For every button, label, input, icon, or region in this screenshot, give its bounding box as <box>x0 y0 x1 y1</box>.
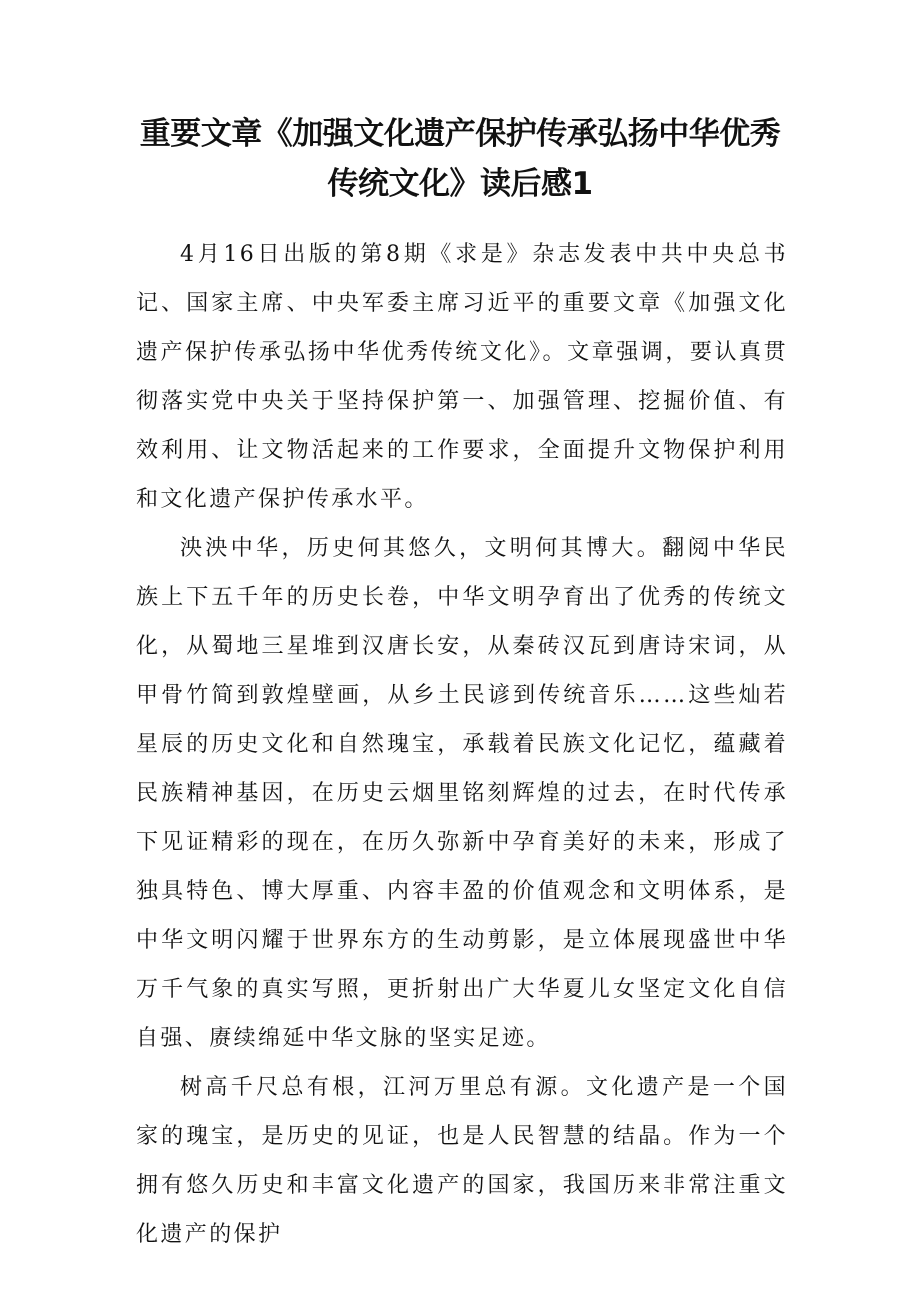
paragraph-1: 4月16日出版的第8期《求是》杂志发表中共中央总书记、国家主席、中央军委主席习近平的重要文章《加强文化遗产保护传承弘扬中华优秀传统文化》。文章强调，要认真贯彻落实党中央关于坚持保护第一、加强管理、挖掘价值、有效利用、让文物活起来的工作要求，全面提升文物保护利用和文化遗产保护传承水平。 <box>136 242 788 512</box>
document-title-line-2: 传统文化》读后感1 <box>327 166 593 202</box>
document-title-line-1: 重要文章《加强文化遗产保护传承弘扬中华优秀 <box>139 116 781 152</box>
paragraph-2: 泱泱中华，历史何其悠久，文明何其博大。翻阅中华民族上下五千年的历史长卷，中华文明孕育出了优秀的传统文化，从蜀地三星堆到汉唐长安，从秦砖汉瓦到唐诗宋词，从甲骨竹简到敦煌壁画，从乡土民谚到传统音乐……这些灿若星辰的历史文化和自然瑰宝，承载着民族文化记忆，蕴藏着民族精神基因，在历史云烟里铭刻辉煌的过去，在时代传承下见证精彩的现在，在历久弥新中孕育美好的未来，形成了独具特色、博大厚重、内容丰盈的价值观念和文明体系，是中华文明闪耀于世界东方的生动剪影，是立体展现盛世中华万千气象的真实写照，更折射出广大华夏儿女坚定文化自信自强、赓续绵延中华文脉的坚实足迹。 <box>136 536 788 1051</box>
paragraph-3: 树高千尺总有根，江河万里总有源。文化遗产是一个国家的瑰宝，是历史的见证，也是人民智慧的结晶。作为一个拥有悠久历史和丰富文化遗产的国家，我国历来非常注重文化遗产的保护 <box>136 1075 788 1247</box>
document-body <box>136 230 788 1259</box>
